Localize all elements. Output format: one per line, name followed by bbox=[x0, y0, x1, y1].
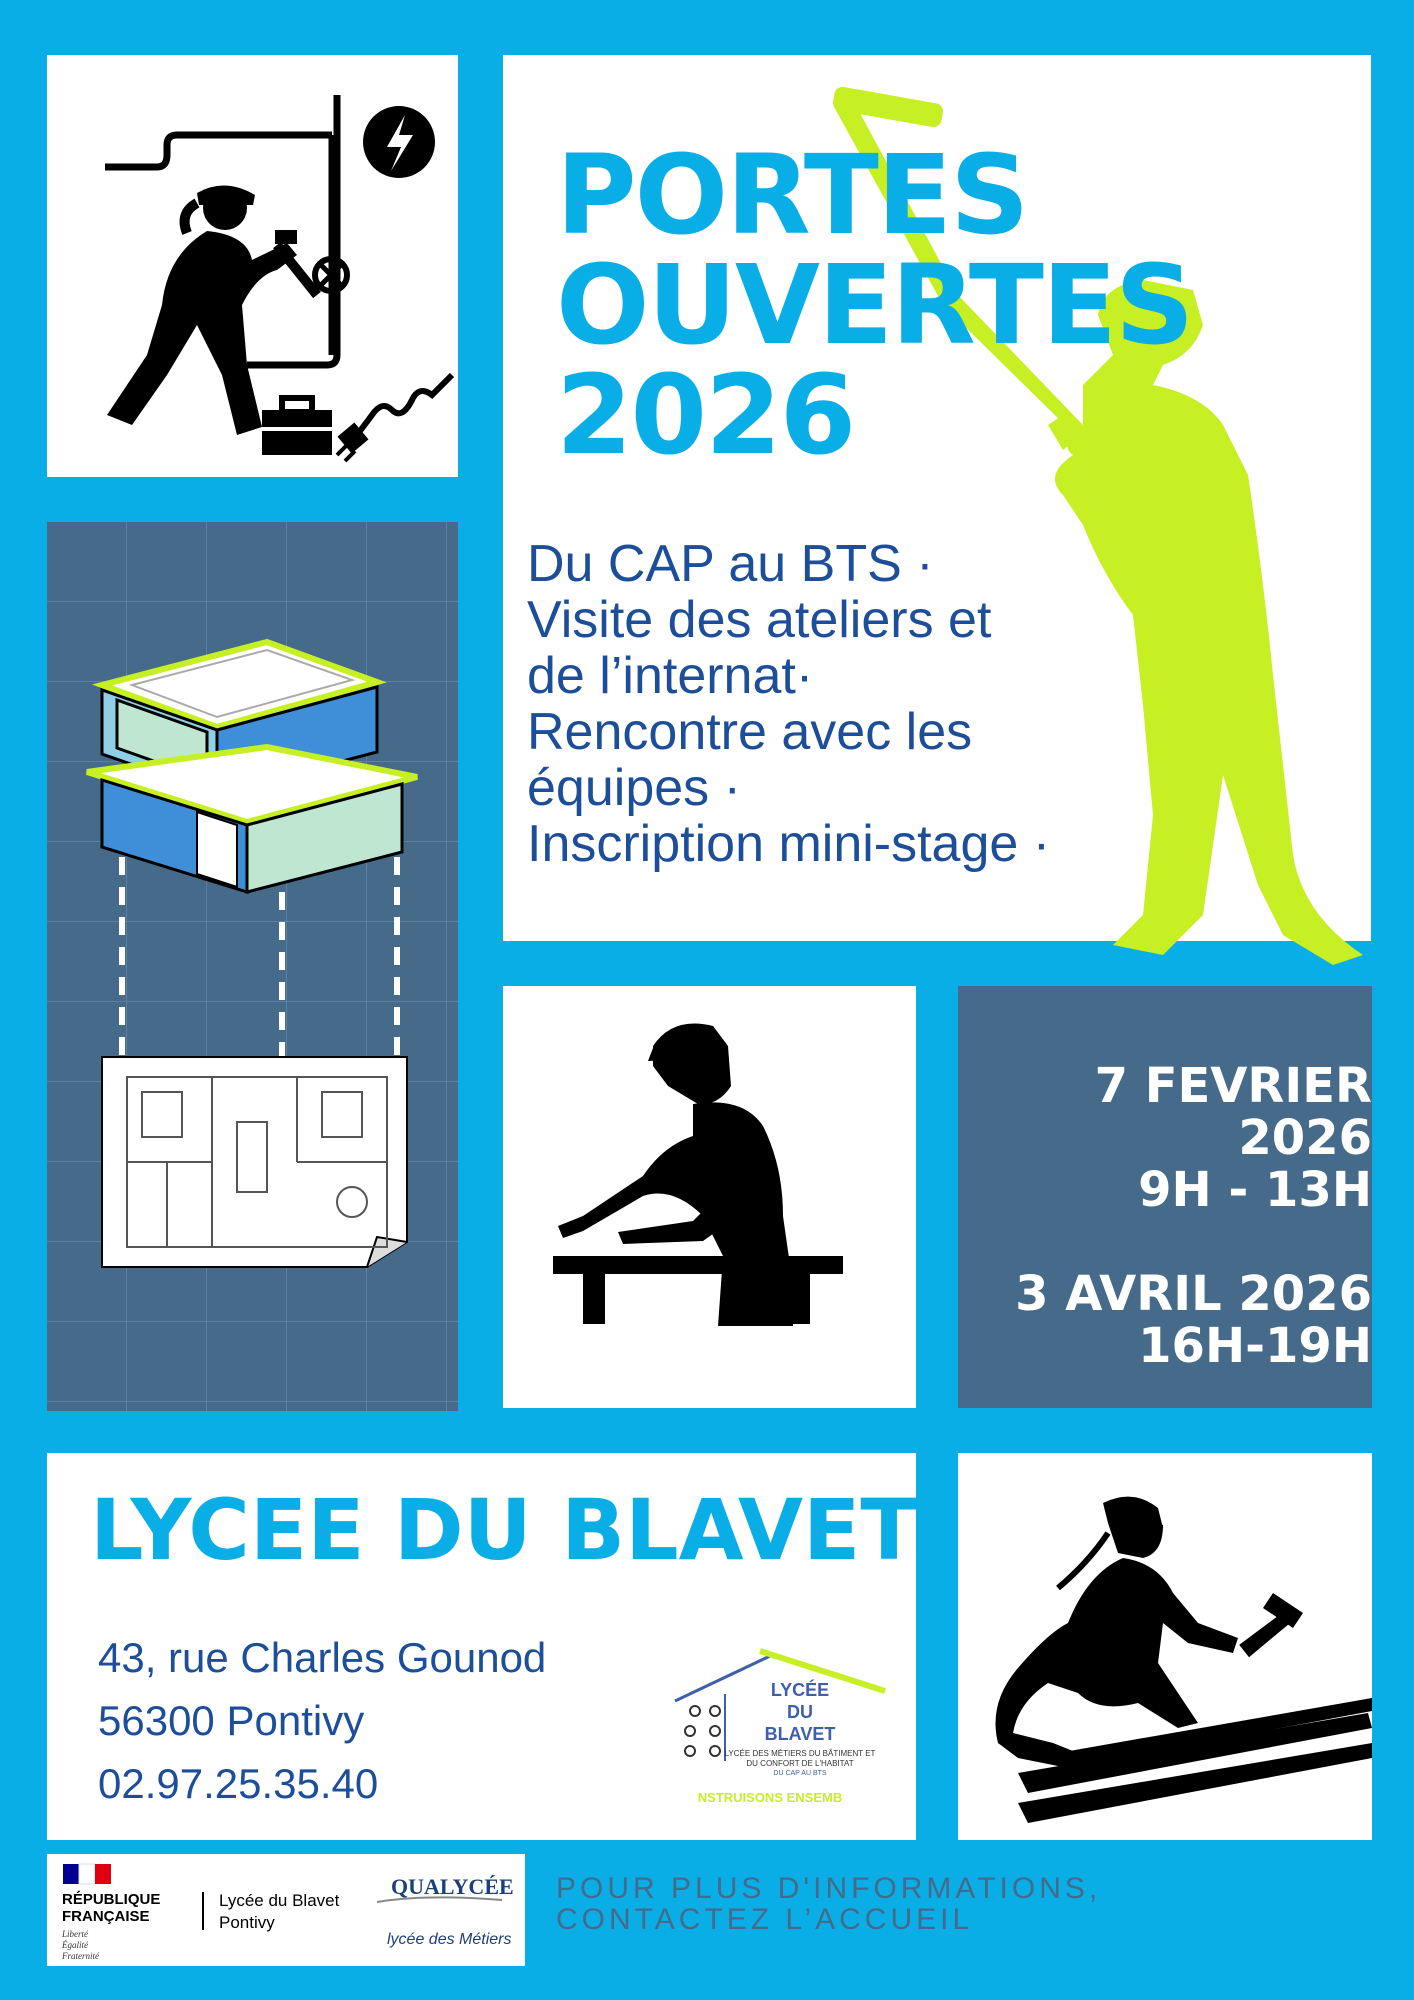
logo-line-2: DU bbox=[787, 1702, 813, 1722]
logo-line-3: BLAVET bbox=[764, 1724, 836, 1744]
carpenter-icon bbox=[503, 986, 916, 1408]
program-line-2: Visite des ateliers et bbox=[527, 591, 992, 649]
title-line-3: 2026 bbox=[556, 351, 855, 479]
title-line-1: PORTES bbox=[556, 131, 1028, 259]
event-dates bbox=[958, 1060, 1372, 1372]
event-program bbox=[527, 536, 1167, 872]
logo-tagline-1: LYCÉE DES MÉTIERS DU BÂTIMENT ET bbox=[724, 1749, 876, 1758]
title-line-2: OUVERTES bbox=[556, 241, 1193, 369]
program-line-6: Inscription mini-stage · bbox=[527, 815, 1051, 873]
footer-lycee-name: Lycée du Blavet bbox=[219, 1891, 340, 1910]
event-title bbox=[556, 131, 1256, 479]
time-1: 9H - 13H bbox=[1138, 1162, 1372, 1218]
phone-number: 02.97.25.35.40 bbox=[98, 1760, 379, 1807]
republique-francaise-logo bbox=[61, 1864, 160, 1961]
program-line-5: équipes · bbox=[527, 759, 741, 817]
motto-egalite: Égalité bbox=[62, 1940, 88, 1950]
date-2: 3 AVRIL 2026 bbox=[1015, 1266, 1372, 1322]
footer-logos bbox=[47, 1854, 525, 1966]
logo-tagline-3: DU CAP AU BTS bbox=[773, 1770, 827, 1777]
program-line-4: Rencontre avec les bbox=[527, 703, 973, 761]
footer-lycee-city: Pontivy bbox=[219, 1913, 275, 1932]
address-city: 56300 Pontivy bbox=[98, 1697, 365, 1744]
logo-line-1: LYCÉE bbox=[770, 1680, 830, 1700]
school-address bbox=[98, 1626, 546, 1815]
program-line-1: Du CAP au BTS · bbox=[527, 535, 934, 593]
motto-fraternite: Fraternité bbox=[62, 1951, 99, 1961]
contact-info bbox=[556, 1873, 1101, 1935]
republique-line-2: FRANÇAISE bbox=[62, 1908, 150, 1925]
toolbox-icon bbox=[262, 398, 332, 455]
house-plan-icon bbox=[47, 522, 458, 1411]
program-line-3: de l’internat· bbox=[527, 647, 814, 705]
address-street: 43, rue Charles Gounod bbox=[98, 1634, 547, 1681]
date-1: 7 FEVRIER 2026 bbox=[1094, 1058, 1372, 1166]
time-2: 16H-19H bbox=[1138, 1318, 1372, 1374]
logo-slogan: NSTRUISONS ENSEMB bbox=[697, 1790, 843, 1805]
motto-liberte: Liberté bbox=[62, 1929, 88, 1939]
plug-icon bbox=[337, 375, 452, 461]
qualycee-logo: QUALYCÉE bbox=[391, 1874, 514, 1899]
school-logo bbox=[670, 1636, 900, 1816]
school-name: LYCEE DU BLAVET bbox=[90, 1481, 918, 1579]
contact-line-1: POUR PLUS D'INFORMATIONS, bbox=[556, 1872, 1102, 1905]
roofer-icon bbox=[958, 1453, 1372, 1840]
electrician-icon bbox=[47, 55, 458, 477]
lycee-des-metiers-logo: lycée des Métiers bbox=[387, 1931, 512, 1948]
logo-tagline-2: DU CONFORT DE L'HABITAT bbox=[746, 1759, 854, 1768]
republique-line-1: RÉPUBLIQUE bbox=[62, 1891, 161, 1908]
contact-line-2: CONTACTEZ L’ACCUEIL bbox=[556, 1903, 974, 1936]
